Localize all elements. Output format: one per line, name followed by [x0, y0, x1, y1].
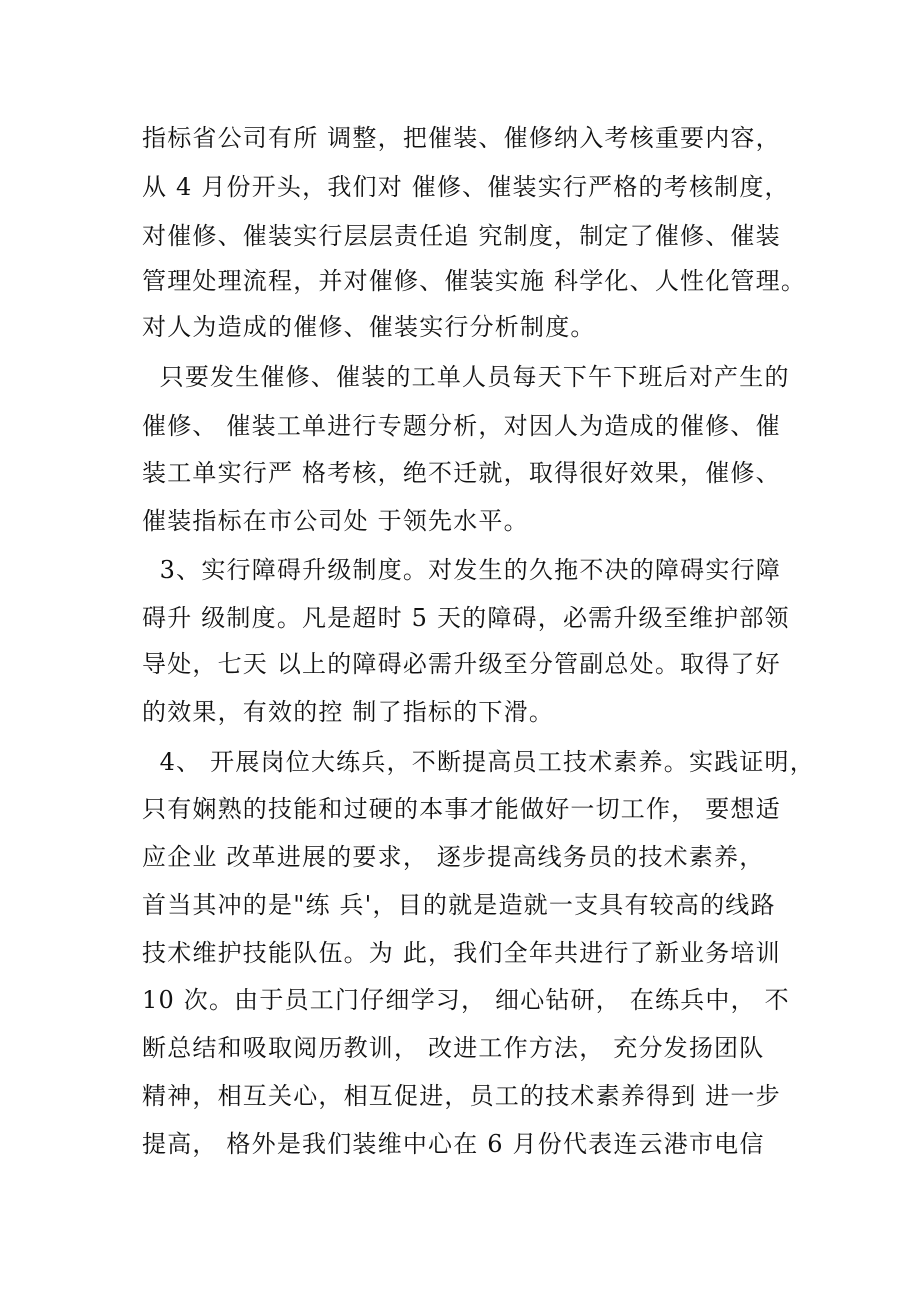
- text-line: 的效果，有效的控 制了指标的下滑。: [142, 698, 555, 726]
- text-line: 断总结和吸取阅历教训， 改进工作方法， 充分发扬团队: [142, 1034, 765, 1062]
- text-line: 碍升 级制度。凡是超时 5 天的障碍，必需升级至维护部领: [142, 604, 790, 632]
- text-line: 只有娴熟的技能和过硬的本事才能做好一切工作， 要想适: [142, 795, 781, 823]
- text-line: 提高， 格外是我们装维中心在 6 月份代表连云港市电信: [142, 1130, 765, 1158]
- text-line: 装工单实行严 格考核，绝不迁就，取得很好效果，催修、: [142, 459, 781, 487]
- text-line: 精神，相互关心，相互促进，员工的技术素养得到 进一步: [142, 1082, 781, 1110]
- text-line: 只要发生催修、催装的工单人员每天下午下班后对产生的: [142, 363, 790, 391]
- text-line: 应企业 改革进展的要求， 逐步提高线务员的技术素养，: [142, 843, 765, 871]
- text-line: 从 4 月份开头，我们对 催修、催装实行严格的考核制度，: [142, 173, 790, 201]
- text-line: 3、实行障碍升级制度。对发生的久拖不决的障碍实行障: [142, 556, 781, 584]
- text-line: 10 次。由于员工门仔细学习， 细心钻研， 在练兵中， 不: [142, 986, 790, 1014]
- text-line: 对催修、催装实行层层责任追 究制度，制定了催修、催装: [142, 222, 781, 250]
- text-line: 管理处理流程，并对催修、催装实施 科学化、人性化管理。: [142, 267, 807, 295]
- text-line: 催装指标在市公司处 于领先水平。: [142, 507, 529, 535]
- text-line: 对人为造成的催修、催装实行分析制度。: [142, 313, 596, 341]
- text-line: 技术维护技能队伍。为 此，我们全年共进行了新业务培训: [142, 939, 781, 967]
- text-line: 导处，七天 以上的障碍必需升级至分管副总处。取得了好: [142, 650, 781, 678]
- text-line: 催修、 催装工单进行专题分析，对因人为造成的催修、催: [142, 412, 781, 440]
- text-line: 指标省公司有所 调整，把催装、催修纳入考核重要内容，: [142, 124, 781, 152]
- text-line: 首当其冲的是"练 兵'，目的就是造就一支具有较高的线路: [142, 891, 776, 919]
- text-line: 4、 开展岗位大练兵，不断提高员工技术素养。实践证明，: [142, 748, 815, 776]
